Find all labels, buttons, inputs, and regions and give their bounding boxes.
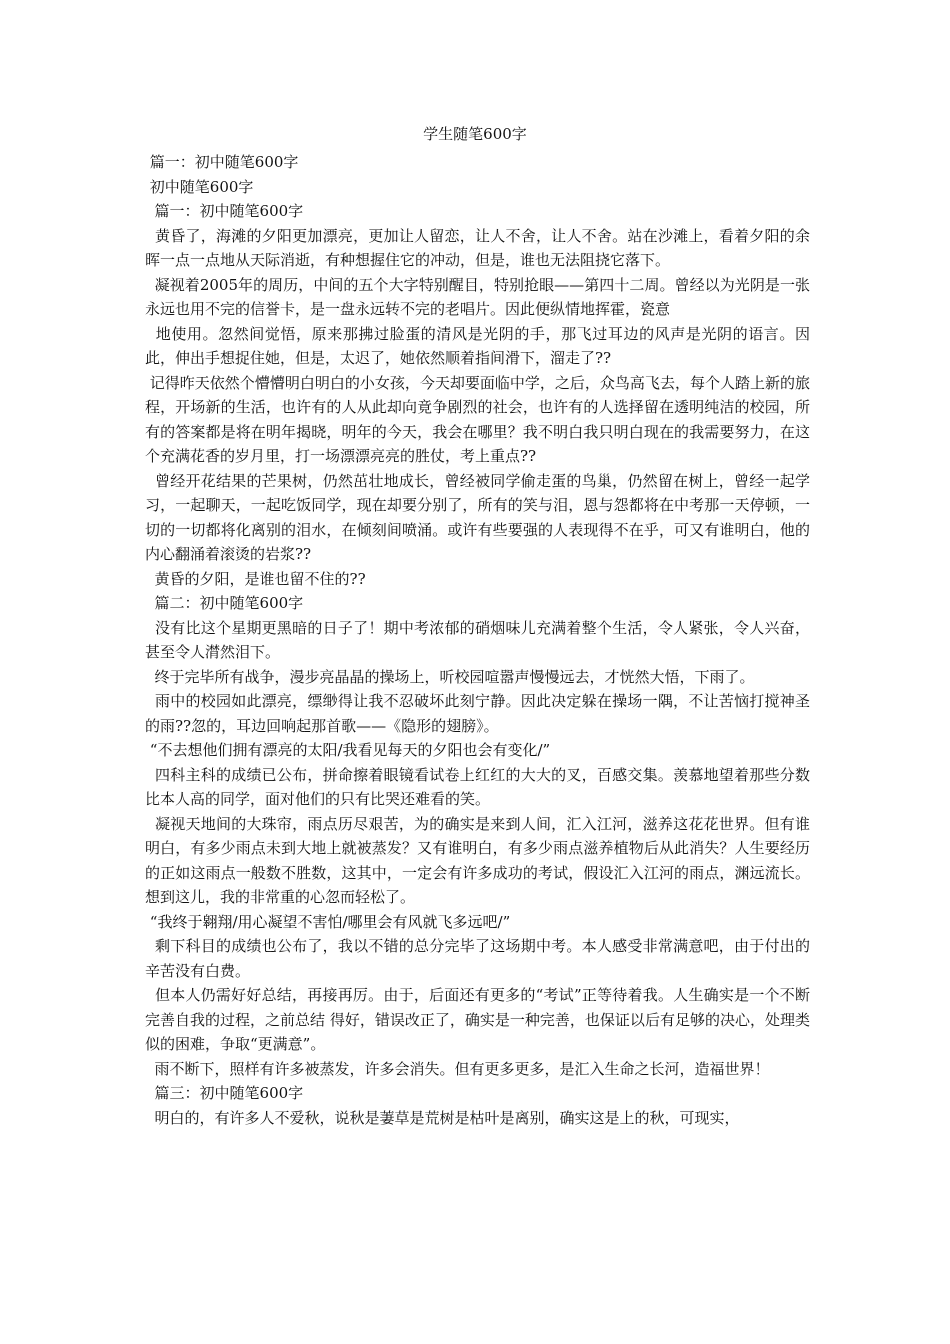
document-title: 学生随笔600字 [423,125,527,143]
paragraph: 四科主科的成绩已公布，拼命擦着眼镜看试卷上红红的大大的叉，百感交集。羡慕地望着那些分数比本人高的同学，面对他们的只有比哭还难看的笑。 [145,765,810,808]
paragraph: 凝视着2005年的周历，中间的五个大字特别醒目，特别抢眼——第四十二周。曾经以为光阴是一张永远也用不完的信誉卡，是一盘永远转不完的老唱片。因此便纵情地挥霍，瓷意 [145,275,810,318]
paragraph: 地使用。忽然间觉悟，原来那拂过脸蛋的清风是光阴的手，那飞过耳边的风声是光阴的语言。因此，伸出手想捉住她，但是，太迟了，她依然顺着指间滑下，溜走了?? [145,324,810,367]
paragraph: 雨中的校园如此漂亮，缥缈得让我不忍破坏此刻宁静。因此决定躲在操场一隅，不让苦恼打搅神圣的雨??忽的，耳边回响起那首歌——《隐形的翅膀》。 [145,692,810,735]
paragraph: 篇二：初中随笔600字 [145,594,304,612]
paragraph: “我终于翱翔/用心凝望不害怕/哪里会有风就飞多远吧/” [145,912,511,931]
paragraph: 凝视天地间的大珠帘，雨点历尽艰苦，为的确实是来到人间，汇入江河，滋养这花花世界。但有谁明白，有多少雨点未到大地上就被蒸发？又有谁明白，有多少雨点滋养植物后从此消失？人生要经历的正如这雨点一般数不胜数，这其中，一定会有许多成功的考试，假设汇入江河的雨点，渊远流长。想到这儿，我的非常重的心忽而轻松了。 [145,814,810,906]
paragraph: 剩下科目的成绩也公布了，我以不错的总分完毕了这场期中考。本人感受非常满意吧，由于付出的辛苦没有白费。 [145,937,810,980]
document-body [145,150,810,1130]
paragraph: 篇一：初中随笔600字 [145,202,304,220]
paragraph: 篇三：初中随笔600字 [145,1084,304,1102]
paragraph: “不去想他们拥有漂亮的太阳/我看见每天的夕阳也会有变化/” [145,741,551,759]
paragraph: 明白的，有许多人不爱秋，说秋是萋草是荒树是枯叶是离别，确实这是上的秋，可现实， [145,1108,740,1127]
paragraph: 雨不断下，照样有许多被蒸发，许多会消失。但有更多更多，是汇入生命之长河，造福世界！ [145,1059,770,1078]
paragraph: 记得昨天依然个懵懵明白明白的小女孩，今天却要面临中学，之后，众鸟高飞去，每个人踏上新的旅程，开场新的生活，也许有的人从此却向竟争剧烈的社会，也许有的人选择留在透明纯洁的校园，所有的答案都是将在明年揭晓，明年的今天，我会在哪里？我不明白我只明白现在的我需要努力，在这个充满花香的岁月里，打一场漂漂亮亮的胜仗，考上重点?? [145,373,810,465]
paragraph: 终于完毕所有战争，漫步亮晶晶的操场上，听校园喧嚣声慢慢远去，才恍然大悟，下雨了。 [145,667,755,686]
paragraph: 初中随笔600字 [145,177,254,196]
paragraph: 黄昏的夕阳，是谁也留不住的?? [145,569,366,588]
paragraph: 但本人仍需好好总结，再接再厉。由于，后面还有更多的“考试”正等待着我。人生确实是一个不断完善自我的过程，之前总结 得好，错误改正了，确实是一种完善，也保证以后有足够的决心，处理类似的困难，争取“更满意”。 [145,986,811,1053]
paragraph: 曾经开花结果的芒果树，仍然茁壮地成长，曾经被同学偷走蛋的鸟巢，仍然留在树上，曾经一起学习，一起聊天，一起吃饭同学，现在却要分别了，所有的笑与泪，恩与怨都将在中考那一天停顿，一切的一切都将化离别的泪水，在倾刻间喷涌。或许有些要强的人表现得不在乎，可又有谁明白，他的内心翻涌着滚烫的岩浆?? [145,471,810,563]
paragraph: 没有比这个星期更黑暗的日子了！期中考浓郁的硝烟味儿充满着整个生活，令人紧张，令人兴奋，甚至令人潸然泪下。 [145,618,810,661]
paragraph: 黄昏了，海滩的夕阳更加漂亮，更加让人留恋，让人不舍，让人不舍。站在沙滩上，看着夕阳的余晖一点一点地从天际消逝，有种想握住它的冲动，但是，谁也无法阻挠它落下。 [145,226,810,269]
paragraph: 篇一：初中随笔600字 [145,153,299,171]
